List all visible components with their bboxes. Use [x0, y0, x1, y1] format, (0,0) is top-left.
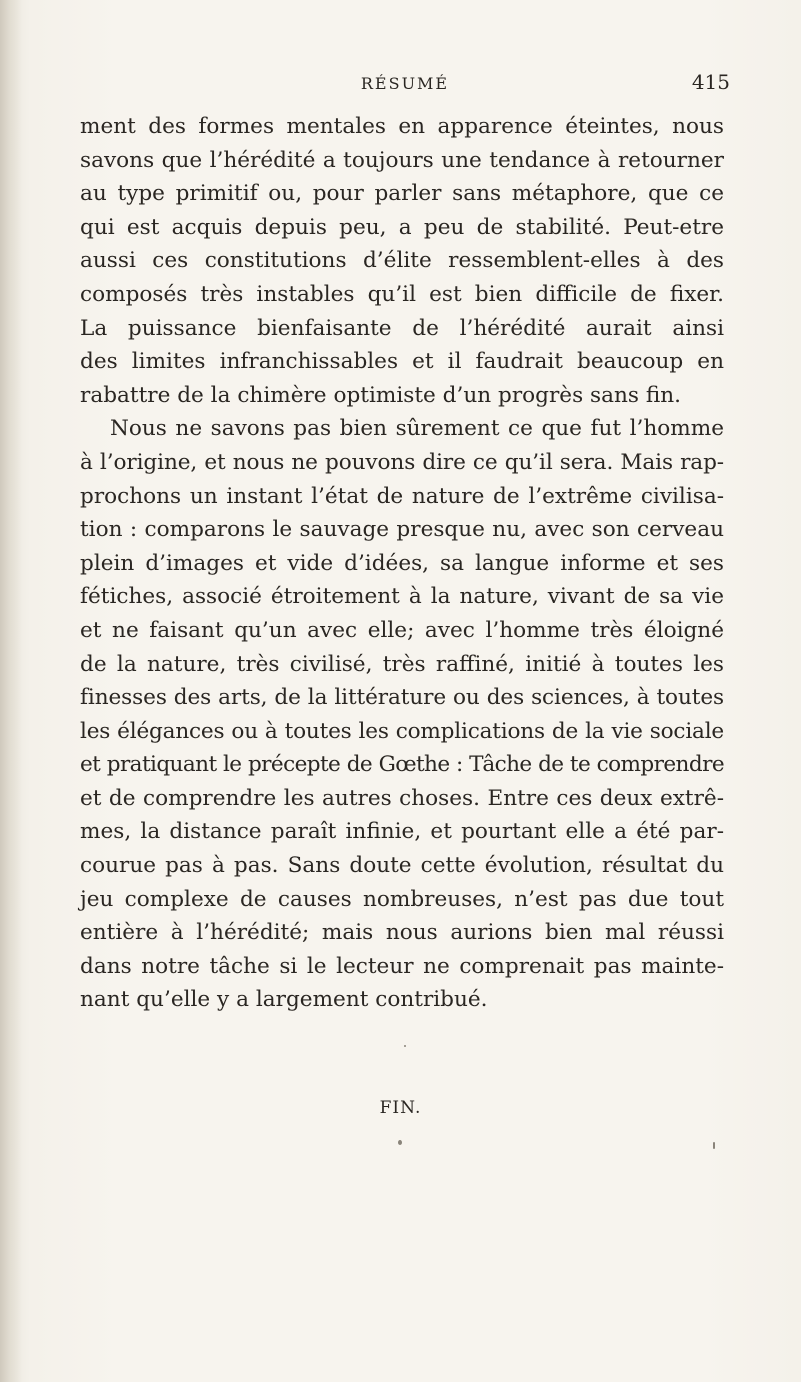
text-line: courue pas à pas. Sans doute cette évolution, résultat du	[80, 853, 724, 879]
text-line: des limites infranchissables et il faudrait beaucoup en	[80, 349, 724, 375]
text-line: entière à l’hérédité; mais nous aurions bien mal réussi	[80, 920, 724, 946]
text-line: fétiches, associé étroitement à la nature, vivant de sa vie	[80, 584, 724, 610]
text-line: ment des formes mentales en apparence éteintes, nous	[80, 114, 724, 139]
text-line: savons que l’hérédité a toujours une tendance à retourner	[80, 147, 724, 173]
text-line: La puissance bienfaisante de l’hérédité aurait ainsi	[80, 315, 724, 341]
end-mark: FIN.	[379, 1098, 422, 1118]
running-head: RÉSUMÉ	[360, 74, 450, 93]
text-line: nant qu’elle y a largement contribué.	[80, 987, 488, 1013]
paper-speck	[713, 1142, 715, 1149]
text-line: à l’origine, et nous ne pouvons dire ce qu’il sera. Mais rap-	[80, 449, 724, 475]
text-line: et de comprendre les autres choses. Entre ces deux extrê-	[80, 785, 724, 811]
body-text	[80, 110, 724, 1017]
page-header	[60, 68, 750, 98]
text-line: aussi ces constitutions d’élite ressemblent-elles à des	[80, 248, 724, 274]
text-line: et pratiquant le précepte de Gœthe : Tâche de te comprendre	[80, 752, 724, 778]
text-line: dans notre tâche si le lecteur ne comprenait pas mainte-	[80, 953, 724, 979]
text-line: au type primitif ou, pour parler sans métaphore, que ce	[80, 181, 724, 207]
binding-shadow	[0, 0, 22, 1382]
text-line: et ne faisant qu’un avec elle; avec l’homme très éloigné	[80, 617, 724, 643]
paragraph-start-line: Nous ne savons pas bien sûrement ce que fut l’homme	[110, 416, 724, 442]
text-line: prochons un instant l’état de nature de l’extrême civilisa-	[80, 483, 724, 509]
text-line: qui est acquis depuis peu, a peu de stabilité. Peut-etre	[80, 214, 724, 240]
text-line: composés très instables qu’il est bien difficile de fixer.	[80, 281, 724, 307]
text-line: de la nature, très civilisé, très raffiné, initié à toutes les	[80, 651, 724, 677]
text-line: les élégances ou à toutes les complications de la vie sociale	[80, 718, 724, 744]
text-line: rabattre de la chimère optimiste d’un progrès sans fin.	[80, 382, 682, 408]
page-number: 415	[691, 70, 730, 94]
paper-speck	[398, 1140, 402, 1145]
paper-speck	[404, 1045, 406, 1047]
text-line: jeu complexe de causes nombreuses, n’est pas due tout	[80, 886, 724, 912]
text-line: tion : comparons le sauvage presque nu, avec son cerveau	[80, 517, 724, 543]
text-line: finesses des arts, de la littérature ou des sciences, à toutes	[80, 685, 724, 711]
text-line: mes, la distance paraît infinie, et pourtant elle a été par-	[80, 819, 724, 845]
text-line: plein d’images et vide d’idées, sa langue informe et ses	[80, 550, 724, 576]
